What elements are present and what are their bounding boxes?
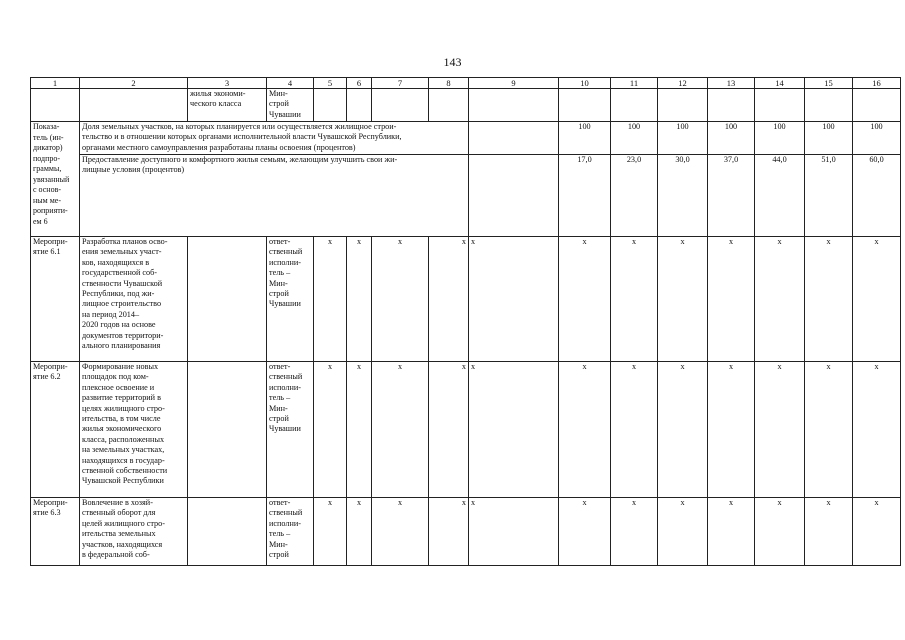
column-number: 8	[429, 78, 469, 89]
x-mark: x	[314, 237, 347, 362]
indicator-value: 30,0	[658, 155, 708, 237]
indicator-label: Показа- тель (ин- дикатор) подпро- граммы, увязанный с основ- ным ме- роприяти- ем 6	[31, 122, 80, 237]
x-mark: x	[347, 498, 372, 566]
column-number: 5	[314, 78, 347, 89]
x-mark: x	[805, 362, 853, 498]
x-mark: x	[611, 498, 658, 566]
indicator-row-2	[31, 155, 901, 237]
continued-responsible: Мин- строй Чувашии	[267, 89, 314, 122]
x-mark: x	[611, 362, 658, 498]
x-mark: x	[559, 362, 611, 498]
indicator-value: 100	[805, 122, 853, 155]
x-mark: x	[372, 362, 429, 498]
x-mark: x	[755, 237, 805, 362]
measure-name: Меропри- ятие 6.2	[31, 362, 80, 498]
x-mark: x	[314, 362, 347, 498]
indicator-text: Предоставление доступного и комфортного жилья семьям, желающим улучшить свои жи- лищные условия (процентов)	[80, 155, 469, 237]
column-number: 10	[559, 78, 611, 89]
x-mark: x	[658, 237, 708, 362]
page-number: 143	[443, 55, 462, 69]
measure-responsible: ответ- ственный исполни- тель – Мин- строй Чувашии	[267, 362, 314, 498]
column-number: 1	[31, 78, 80, 89]
indicator-value: 100	[755, 122, 805, 155]
x-mark: x	[469, 362, 559, 498]
indicator-value: 60,0	[853, 155, 901, 237]
measure-description: Формирование новых площадок под ком- плексное освоение и развитие территорий в целях жилищного стро- ительства, в том числе жилья экономического класса, расположенных на земельных участках, находящихся в государ- ственной собственности Чувашской Республики	[80, 362, 188, 498]
x-mark: x	[429, 362, 469, 498]
x-mark: x	[708, 362, 755, 498]
x-mark: x	[611, 237, 658, 362]
x-mark: x	[708, 498, 755, 566]
measure-responsible: ответ- ственный исполни- тель – Мин- строй Чувашии	[267, 237, 314, 362]
x-mark: x	[805, 498, 853, 566]
x-mark: x	[429, 237, 469, 362]
continuation-row	[31, 89, 901, 122]
column-number: 15	[805, 78, 853, 89]
x-mark: x	[755, 498, 805, 566]
indicator-value: 51,0	[805, 155, 853, 237]
indicator-text: Доля земельных участков, на которых планируется или осуществляется жилищное строи- тельство и в отношении которых органами исполнительной власти Чувашской Республики, органами местного самоуправления разработаны планы освоения (процентов)	[80, 122, 469, 155]
indicator-value: 100	[559, 122, 611, 155]
indicator-row-1	[31, 122, 901, 155]
indicator-value: 100	[708, 122, 755, 155]
x-mark: x	[347, 362, 372, 498]
program-table	[30, 77, 901, 566]
column-number: 4	[267, 78, 314, 89]
x-mark: x	[469, 498, 559, 566]
x-mark: x	[853, 362, 901, 498]
measure-row	[31, 498, 901, 566]
indicator-value: 37,0	[708, 155, 755, 237]
x-mark: x	[853, 498, 901, 566]
measure-description: Разработка планов осво- ения земельных участ- ков, находящихся в государственной соб- ственности Чувашской Республики, под жи- лищное строительство на период 2014– 2020 годов на основе документов территори- ального планирования	[80, 237, 188, 362]
column-number: 14	[755, 78, 805, 89]
column-number-row	[31, 78, 901, 89]
column-number: 11	[611, 78, 658, 89]
measure-responsible: ответ- ственный исполни- тель – Мин- строй	[267, 498, 314, 566]
x-mark: x	[429, 498, 469, 566]
column-number: 2	[80, 78, 188, 89]
column-number: 6	[347, 78, 372, 89]
x-mark: x	[755, 362, 805, 498]
column-number: 13	[708, 78, 755, 89]
x-mark: x	[469, 237, 559, 362]
x-mark: x	[805, 237, 853, 362]
column-number: 16	[853, 78, 901, 89]
measure-row	[31, 362, 901, 498]
indicator-value: 23,0	[611, 155, 658, 237]
continued-description: жилья экономи- ческого класса	[188, 89, 267, 122]
column-number: 12	[658, 78, 708, 89]
indicator-value: 44,0	[755, 155, 805, 237]
measure-description: Вовлечение в хозяй- ственный оборот для целей жилищного стро- ительства земельных участков, находящихся в федеральной соб-	[80, 498, 188, 566]
x-mark: x	[372, 498, 429, 566]
x-mark: x	[658, 362, 708, 498]
indicator-value: 100	[853, 122, 901, 155]
indicator-value: 17,0	[559, 155, 611, 237]
measure-row	[31, 237, 901, 362]
column-number: 9	[469, 78, 559, 89]
x-mark: x	[372, 237, 429, 362]
x-mark: x	[559, 498, 611, 566]
x-mark: x	[658, 498, 708, 566]
indicator-value: 100	[658, 122, 708, 155]
measure-name: Меропри- ятие 6.1	[31, 237, 80, 362]
x-mark: x	[347, 237, 372, 362]
x-mark: x	[314, 498, 347, 566]
x-mark: x	[559, 237, 611, 362]
measure-name: Меропри- ятие 6.3	[31, 498, 80, 566]
x-mark: x	[708, 237, 755, 362]
indicator-value: 100	[611, 122, 658, 155]
column-number: 3	[188, 78, 267, 89]
column-number: 7	[372, 78, 429, 89]
x-mark: x	[853, 237, 901, 362]
